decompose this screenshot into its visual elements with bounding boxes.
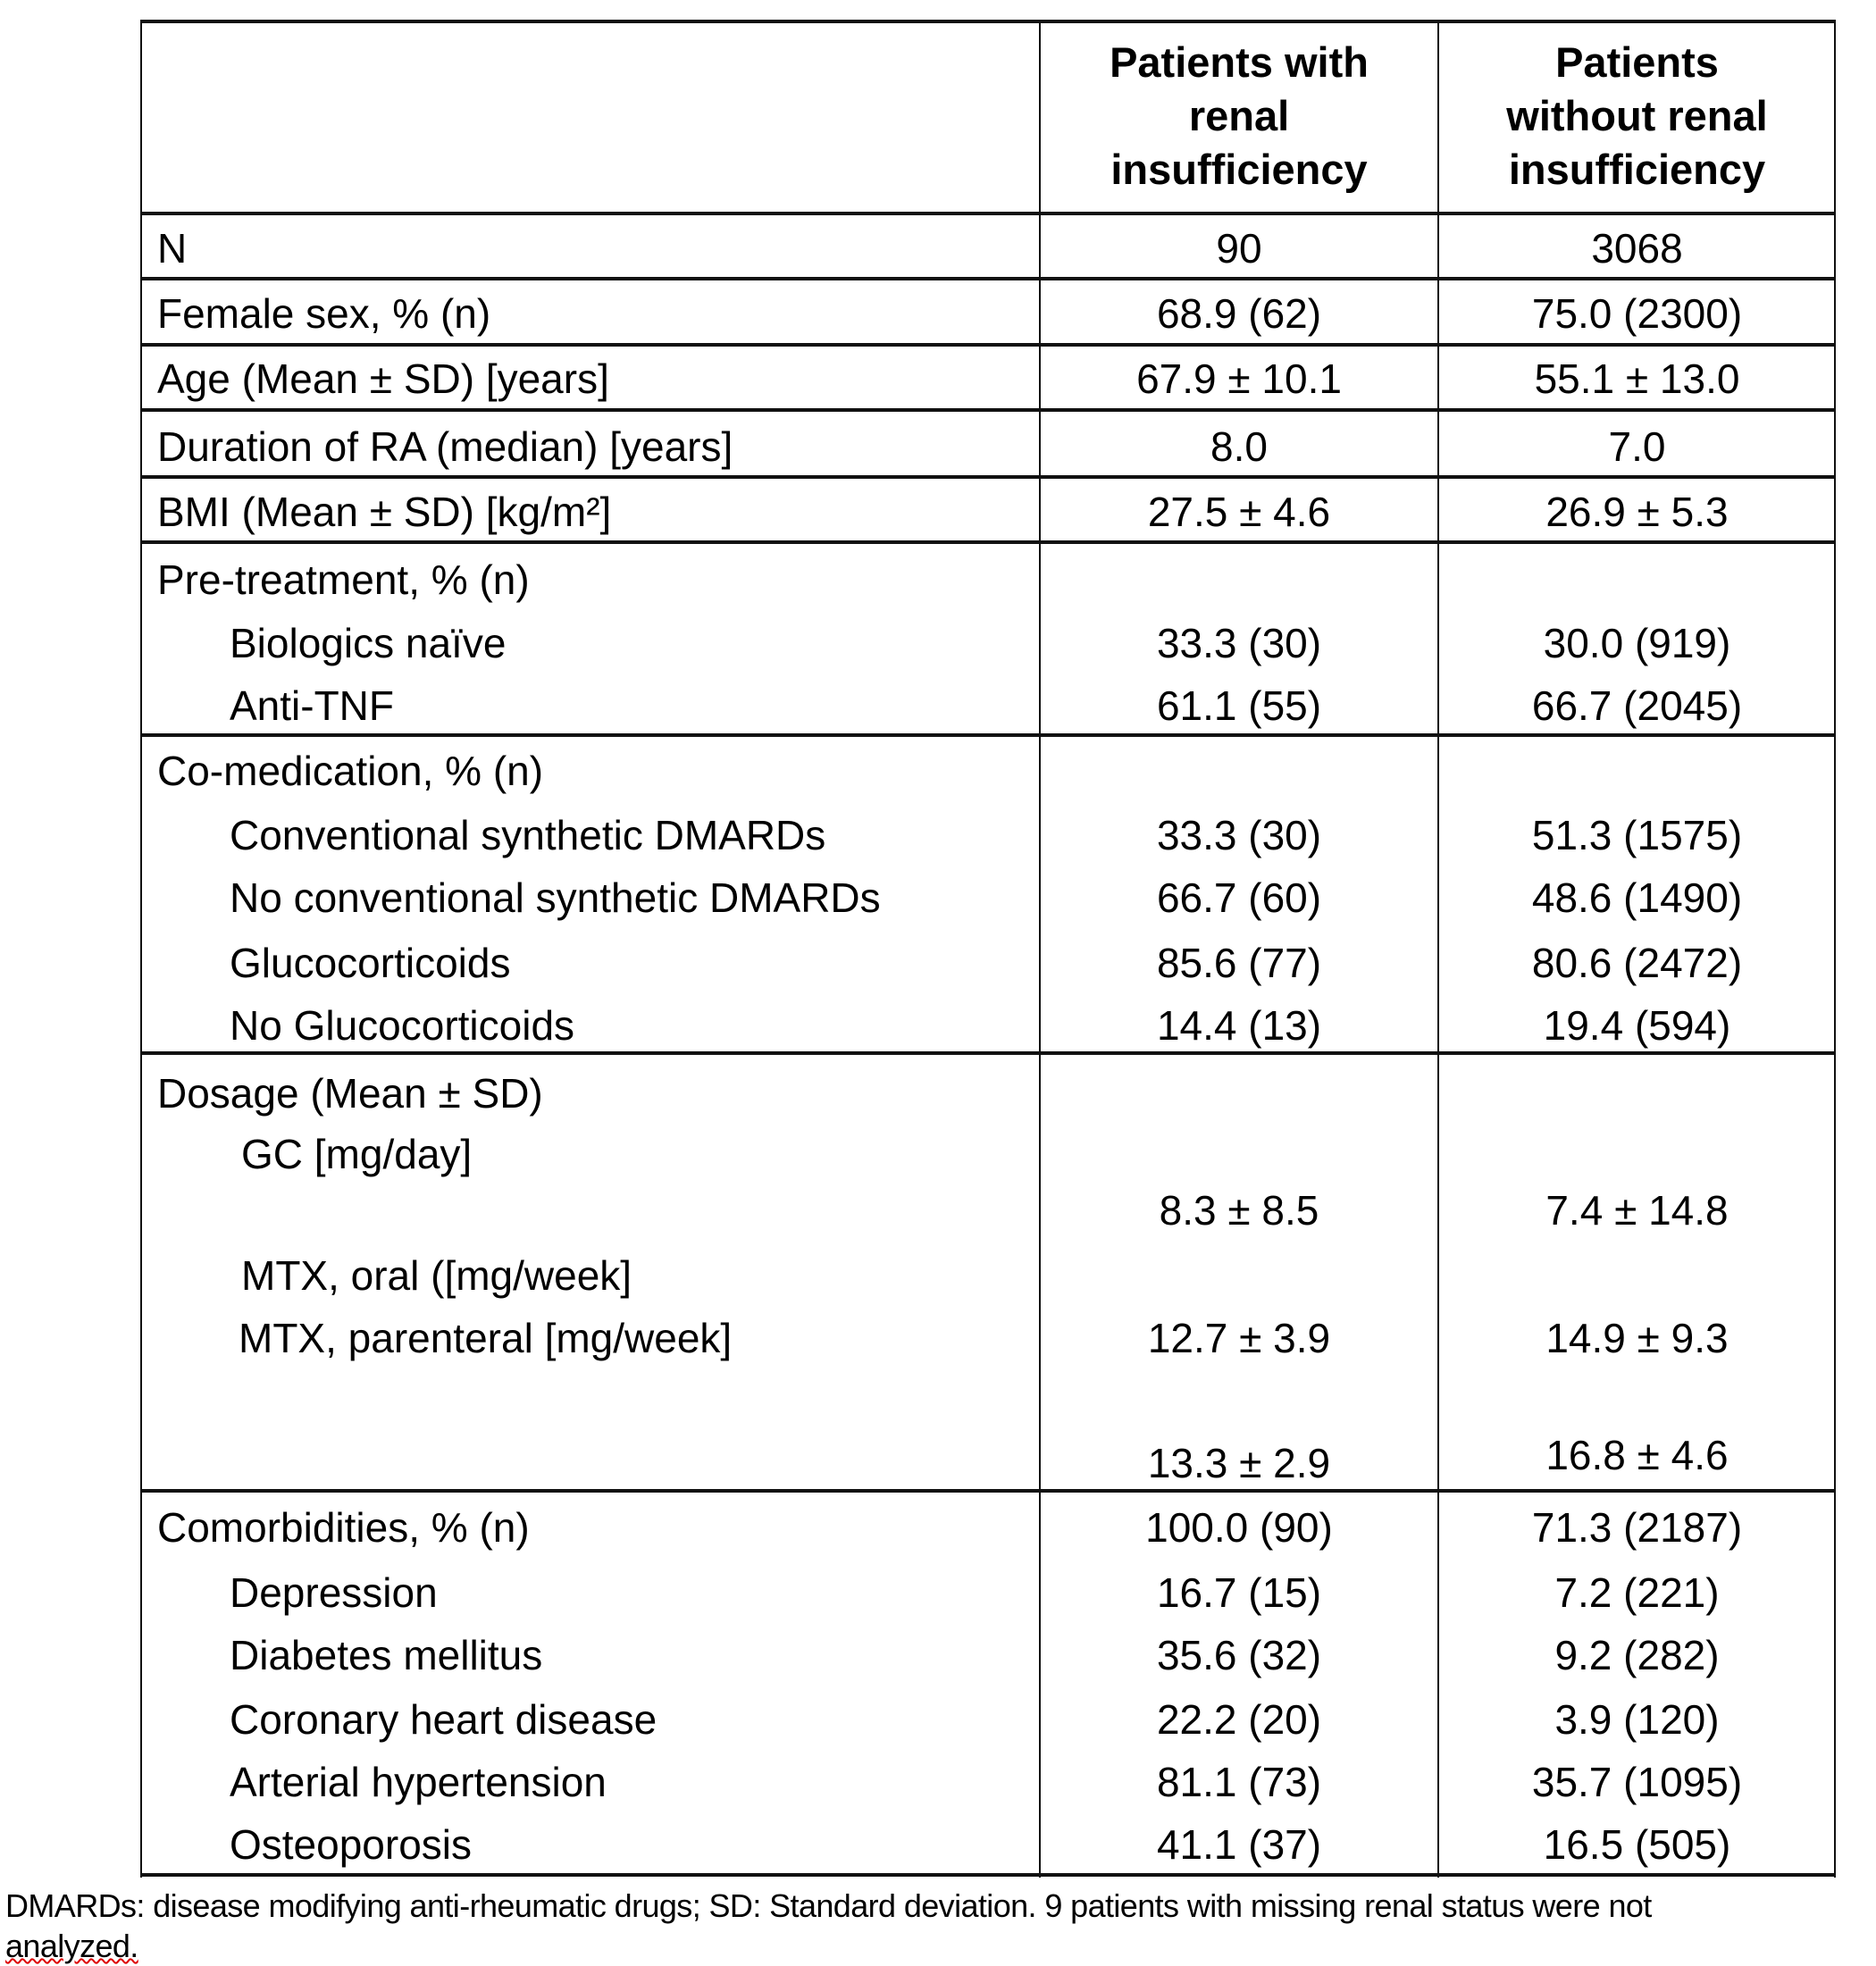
value-with-renal-insufficiency: 81.1 (73)	[1156, 1759, 1322, 1805]
row-label: Duration of RA (median) [years]	[157, 423, 733, 470]
row-label: Osteoporosis	[230, 1821, 473, 1868]
table-horizontal-rule	[140, 1051, 1836, 1055]
value-with-renal-insufficiency: 14.4 (13)	[1156, 1002, 1322, 1049]
table-horizontal-rule	[140, 733, 1836, 737]
value-without-renal-insufficiency: 16.8 ± 4.6	[1545, 1432, 1729, 1478]
value-with-renal-insufficiency: 22.2 (20)	[1156, 1696, 1322, 1743]
row-label: Dosage (Mean ± SD)	[157, 1070, 543, 1117]
row-label: Co-medication, % (n)	[157, 748, 544, 794]
table-horizontal-rule	[140, 212, 1836, 215]
row-label: Anti-TNF	[230, 682, 394, 729]
header-col-without-renal-insufficiency	[1439, 36, 1835, 197]
row-label: BMI (Mean ± SD) [kg/m²]	[157, 489, 612, 535]
value-without-renal-insufficiency: 75.0 (2300)	[1531, 290, 1743, 337]
row-label: Glucocorticoids	[230, 940, 511, 986]
value-with-renal-insufficiency: 68.9 (62)	[1156, 290, 1322, 337]
value-with-renal-insufficiency: 100.0 (90)	[1145, 1504, 1333, 1551]
value-with-renal-insufficiency: 12.7 ± 3.9	[1147, 1315, 1331, 1361]
footnote-line-2	[5, 1927, 138, 1966]
value-with-renal-insufficiency: 27.5 ± 4.6	[1147, 489, 1331, 535]
row-label: Coronary heart disease	[230, 1696, 657, 1743]
value-without-renal-insufficiency: 30.0 (919)	[1543, 620, 1731, 666]
header-line: renal	[1188, 92, 1290, 139]
row-label: N	[157, 225, 188, 272]
value-with-renal-insufficiency: 16.7 (15)	[1156, 1569, 1322, 1616]
value-with-renal-insufficiency: 8.0	[1210, 423, 1268, 470]
value-without-renal-insufficiency: 9.2 (282)	[1554, 1632, 1720, 1678]
value-without-renal-insufficiency: 7.0	[1608, 423, 1666, 470]
row-label: Arterial hypertension	[230, 1759, 607, 1805]
header-line: Patients with	[1110, 38, 1369, 86]
row-label: GC [mg/day]	[241, 1131, 473, 1177]
row-label: Conventional synthetic DMARDs	[230, 812, 826, 858]
value-with-renal-insufficiency: 8.3 ± 8.5	[1159, 1187, 1319, 1234]
table-horizontal-rule	[140, 408, 1836, 412]
value-with-renal-insufficiency: 41.1 (37)	[1156, 1821, 1322, 1868]
value-with-renal-insufficiency: 67.9 ± 10.1	[1136, 356, 1342, 402]
header-line: Patients	[1555, 38, 1719, 86]
value-without-renal-insufficiency: 3068	[1591, 225, 1683, 272]
value-with-renal-insufficiency: 35.6 (32)	[1156, 1632, 1322, 1678]
value-with-renal-insufficiency: 33.3 (30)	[1156, 812, 1322, 858]
value-without-renal-insufficiency: 19.4 (594)	[1543, 1002, 1731, 1049]
value-with-renal-insufficiency: 33.3 (30)	[1156, 620, 1322, 666]
value-with-renal-insufficiency: 66.7 (60)	[1156, 874, 1322, 921]
header-line: insufficiency	[1508, 146, 1766, 193]
header-col-with-renal-insufficiency	[1041, 36, 1437, 197]
table-vertical-rule	[1834, 21, 1836, 1878]
table-vertical-rule	[140, 21, 142, 1878]
table-horizontal-rule	[140, 475, 1836, 479]
row-label: No Glucocorticoids	[230, 1002, 575, 1049]
row-label: Age (Mean ± SD) [years]	[157, 356, 609, 402]
value-without-renal-insufficiency: 71.3 (2187)	[1531, 1504, 1743, 1551]
table-horizontal-rule	[140, 277, 1836, 280]
table-horizontal-rule	[140, 540, 1836, 544]
table-horizontal-rule	[140, 1489, 1836, 1493]
table-horizontal-rule	[140, 1873, 1836, 1877]
row-label: Depression	[230, 1569, 438, 1616]
row-label: MTX, parenteral [mg/week]	[239, 1315, 733, 1361]
value-with-renal-insufficiency: 90	[1216, 225, 1262, 272]
value-with-renal-insufficiency: 61.1 (55)	[1156, 682, 1322, 729]
value-without-renal-insufficiency: 16.5 (505)	[1543, 1821, 1731, 1868]
header-line: without renal	[1506, 92, 1768, 139]
value-without-renal-insufficiency: 55.1 ± 13.0	[1534, 356, 1740, 402]
row-label: No conventional synthetic DMARDs	[230, 874, 881, 921]
row-label: Comorbidities, % (n)	[157, 1504, 530, 1551]
value-without-renal-insufficiency: 7.4 ± 14.8	[1545, 1187, 1729, 1234]
table-vertical-rule	[1039, 21, 1041, 1878]
value-without-renal-insufficiency: 51.3 (1575)	[1531, 812, 1743, 858]
value-without-renal-insufficiency: 66.7 (2045)	[1531, 682, 1743, 729]
value-with-renal-insufficiency: 85.6 (77)	[1156, 940, 1322, 986]
table-horizontal-rule	[140, 343, 1836, 347]
row-label: Diabetes mellitus	[230, 1632, 543, 1678]
value-without-renal-insufficiency: 26.9 ± 5.3	[1545, 489, 1729, 535]
value-without-renal-insufficiency: 48.6 (1490)	[1531, 874, 1743, 921]
value-without-renal-insufficiency: 7.2 (221)	[1554, 1569, 1720, 1616]
header-line: insufficiency	[1110, 146, 1368, 193]
footnote-line-1: DMARDs: disease modifying anti-rheumatic drugs; SD: Standard deviation. 9 patients with missing renal status were not	[5, 1887, 1652, 1924]
value-without-renal-insufficiency: 80.6 (2472)	[1531, 940, 1743, 986]
value-without-renal-insufficiency: 35.7 (1095)	[1531, 1759, 1743, 1805]
value-without-renal-insufficiency: 3.9 (120)	[1554, 1696, 1720, 1743]
row-label: Biologics naïve	[230, 620, 507, 666]
table-vertical-rule	[1437, 21, 1439, 1878]
value-without-renal-insufficiency: 14.9 ± 9.3	[1545, 1315, 1729, 1361]
table-horizontal-rule	[140, 20, 1836, 23]
row-label: MTX, oral ([mg/week]	[241, 1252, 632, 1299]
row-label: Pre-treatment, % (n)	[157, 556, 530, 603]
row-label: Female sex, % (n)	[157, 290, 491, 337]
footnote-word: analyzed.	[5, 1928, 138, 1964]
value-with-renal-insufficiency: 13.3 ± 2.9	[1147, 1440, 1331, 1486]
